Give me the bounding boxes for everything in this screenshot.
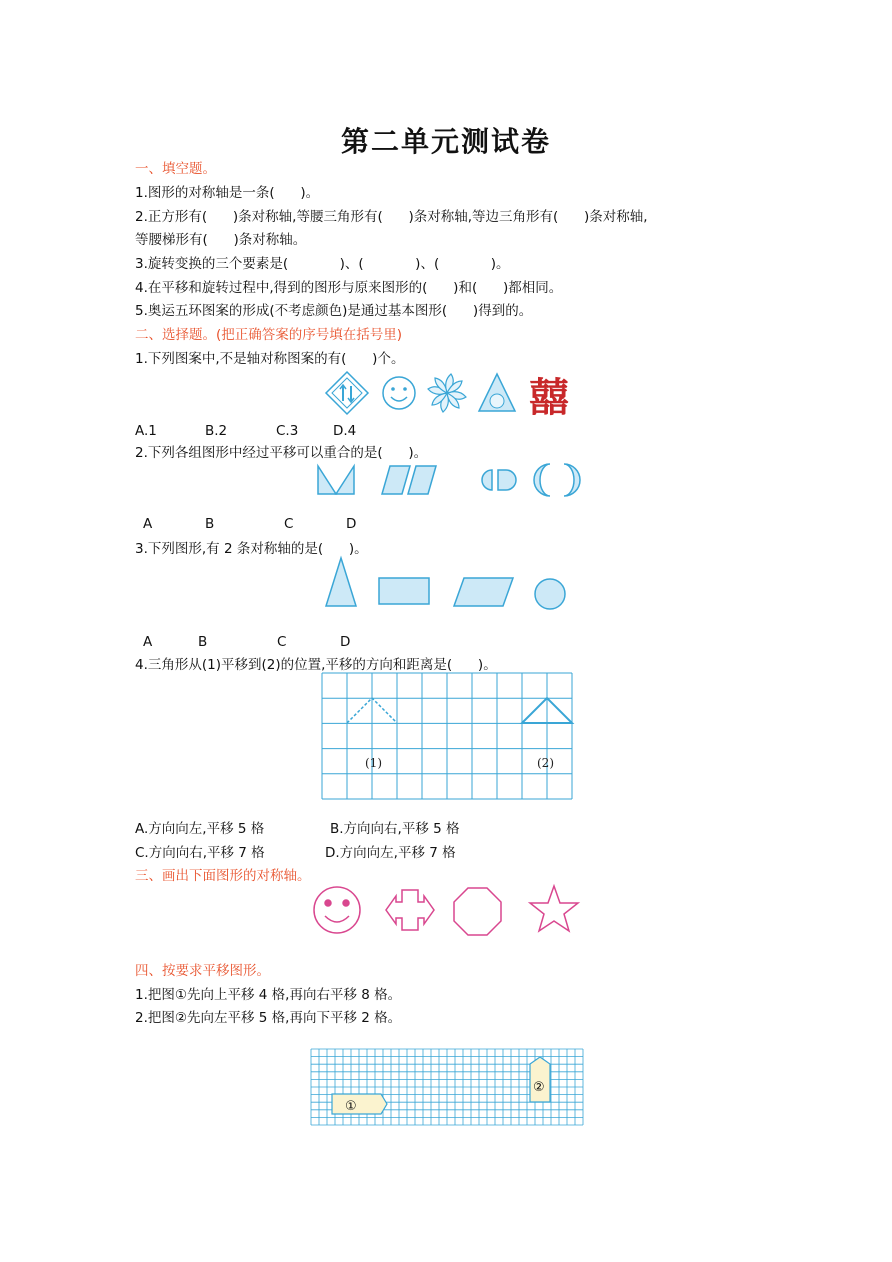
s2-question-4: 4.三角形从(1)平移到(2)的位置,平移的方向和距离是( )。: [135, 657, 497, 673]
diamond-arrows-figure: [326, 372, 368, 414]
q4-option-b: B.方向向右,平移 5 格: [330, 821, 460, 837]
s2-question-2: 2.下列各组图形中经过平移可以重合的是( )。: [135, 445, 428, 461]
q2-letter-b: B: [205, 516, 215, 532]
q2-letter-a: A: [143, 516, 153, 532]
q2-letter-c: C: [284, 516, 294, 532]
s2-question-1: 1.下列图案中,不是轴对称图案的有( )个。: [135, 351, 405, 367]
section-3-heading: 三、画出下面图形的对称轴。: [135, 868, 311, 884]
option-d-crescents: [534, 464, 580, 496]
q3-letter-a: A: [143, 634, 153, 650]
s1-question-4: 4.在平移和旋转过程中,得到的图形与原来图形的( )和( )都相同。: [135, 280, 563, 296]
symmetry-figures: [310, 884, 585, 936]
octagon-figure: [454, 888, 501, 935]
figure-1-label: ①: [345, 1099, 357, 1114]
s4-question-1: 1.把图①先向上平移 4 格,再向右平移 8 格。: [135, 987, 402, 1003]
q3-letter-b: B: [198, 634, 208, 650]
q1-option-c: C.3: [276, 423, 299, 439]
s1-question-5: 5.奥运五环图案的形成(不考虑颜色)是通过基本图形( )得到的。: [135, 303, 533, 319]
q4-option-d: D.方向向左,平移 7 格: [325, 845, 456, 861]
rectangle-figure: [379, 578, 429, 604]
section-1-heading: 一、填空题。: [135, 161, 216, 177]
figure-1-shape: [332, 1094, 387, 1114]
q3-letter-c: C: [277, 634, 287, 650]
q3-letter-d: D: [340, 634, 351, 650]
parallelogram-figure: [454, 578, 513, 606]
s1-question-2-line-2: 等腰梯形有( )条对称轴。: [135, 232, 307, 248]
smiley-face-figure: [314, 887, 360, 933]
page-title: 第二单元测试卷: [340, 125, 551, 158]
q4-option-a: A.方向向左,平移 5 格: [135, 821, 265, 837]
figure-2-label: ②: [533, 1080, 545, 1095]
option-a-triangles: [318, 466, 354, 494]
grid-label-2: (2): [537, 756, 554, 770]
triangle-circle-figure: [479, 374, 515, 411]
s4-question-2: 2.把图②先向左平移 5 格,再向下平移 2 格。: [135, 1010, 402, 1026]
option-b-parallelograms: [382, 466, 436, 494]
q2-letter-d: D: [346, 516, 357, 532]
section-4-heading: 四、按要求平移图形。: [135, 963, 270, 979]
q2-figures: [310, 462, 580, 498]
option-c-half-circles: [482, 470, 516, 490]
translation-grid: [322, 673, 572, 800]
s1-question-3: 3.旋转变换的三个要素是( )、( )、( )。: [135, 256, 510, 272]
circle-figure: [535, 579, 565, 609]
q4-option-c: C.方向向右,平移 7 格: [135, 845, 265, 861]
q1-figures: [325, 370, 575, 421]
pinwheel-figure: [428, 374, 466, 412]
isosceles-triangle-figure: [326, 558, 356, 606]
star-figure: [530, 886, 578, 931]
translation-exercise-grid: [311, 1049, 583, 1127]
q1-option-d: D.4: [333, 423, 357, 439]
s2-question-3: 3.下列图形,有 2 条对称轴的是( )。: [135, 541, 368, 557]
section-2-heading: 二、选择题。(把正确答案的序号填在括号里): [135, 327, 403, 343]
grid-label-1: (1): [365, 756, 382, 770]
smiley-figure: [383, 377, 415, 409]
q3-figures: [320, 556, 580, 612]
cross-arrow-figure: [386, 890, 434, 930]
s1-question-2-line-1: 2.正方形有( )条对称轴,等腰三角形有( )条对称轴,等边三角形有( )条对称轴,: [135, 209, 648, 225]
double-happiness-glyph: 囍: [529, 375, 569, 421]
s1-question-1: 1.图形的对称轴是一条( )。: [135, 185, 320, 201]
q1-option-a: A.1: [135, 423, 157, 439]
q1-option-b: B.2: [205, 423, 228, 439]
